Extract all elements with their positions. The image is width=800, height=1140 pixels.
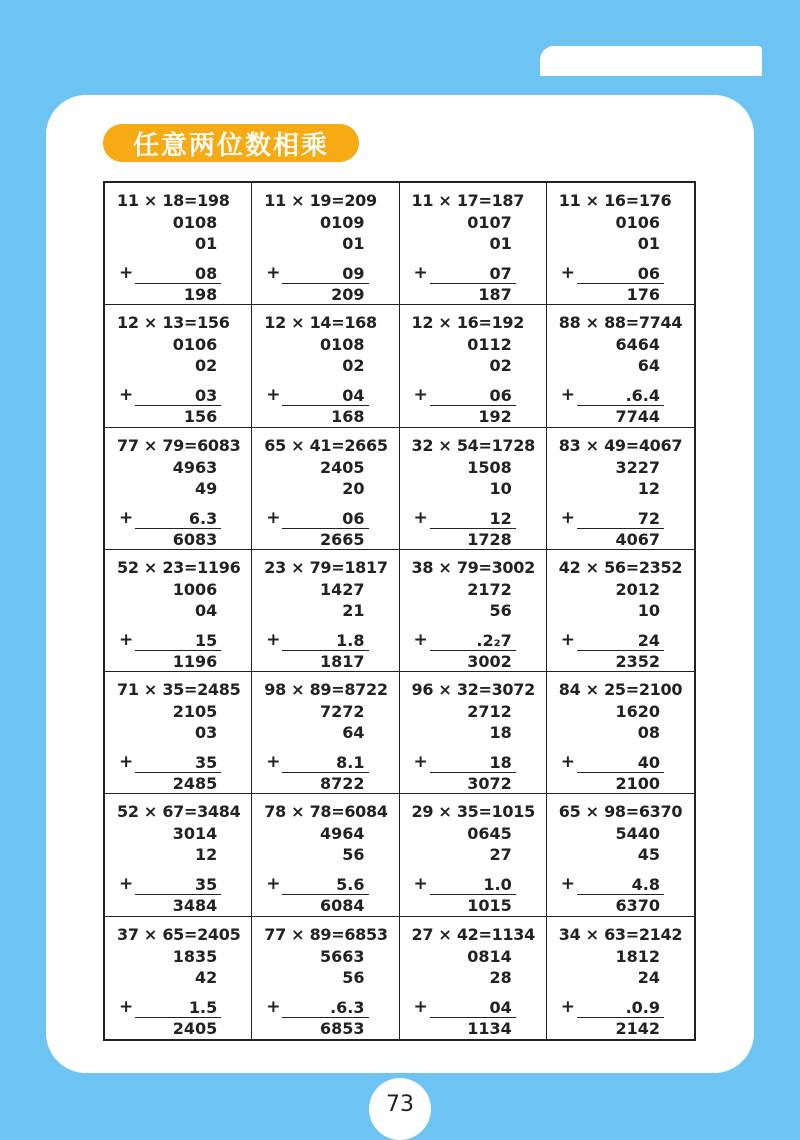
plus-sign: + — [266, 385, 281, 406]
equation-line: 11 × 18=198 — [117, 191, 230, 210]
partial-product-3: 40 — [637, 753, 660, 773]
sum-line — [135, 650, 221, 651]
result-value: 6853 — [319, 1018, 365, 1038]
problem-cell — [252, 428, 399, 550]
partial-product-2: 01 — [342, 234, 365, 253]
problem-cell — [547, 917, 694, 1039]
sum-line — [282, 894, 368, 895]
problem-cell — [105, 794, 252, 916]
equation-line: 77 × 79=6083 — [117, 435, 241, 455]
result-value: 6370 — [615, 896, 660, 916]
partial-product-1: 3014 — [172, 824, 218, 844]
problem-cell — [105, 672, 252, 794]
section-title: 任意两位数相乘 — [103, 124, 359, 162]
result-value: 2485 — [172, 774, 218, 794]
problem-cell — [547, 794, 694, 916]
partial-product-1: 5663 — [319, 946, 365, 966]
sum-line — [577, 1017, 664, 1018]
partial-product-2: 12 — [194, 845, 218, 865]
partial-product-3: 06 — [342, 508, 365, 528]
partial-product-3: 04 — [342, 386, 365, 406]
problem-cell — [400, 183, 547, 305]
sum-line — [430, 283, 516, 284]
result-value: 8722 — [319, 774, 365, 794]
partial-product-1: 0109 — [319, 213, 365, 232]
result-value: 6083 — [172, 529, 218, 549]
sum-line — [282, 405, 368, 406]
problem-cell — [252, 794, 399, 916]
plus-sign: + — [266, 507, 281, 528]
partial-product-2: 27 — [489, 845, 512, 865]
result-value: 2405 — [172, 1018, 218, 1038]
equation-line: 38 × 79=3002 — [411, 557, 535, 577]
plus-sign: + — [119, 996, 134, 1017]
sum-line — [577, 405, 664, 406]
partial-product-3: 04 — [489, 997, 512, 1017]
partial-product-1: 1508 — [467, 457, 512, 477]
partial-product-2: 18 — [489, 723, 512, 743]
problem-cell — [252, 305, 399, 427]
sum-line — [430, 894, 516, 895]
partial-product-2: 02 — [342, 356, 365, 376]
partial-product-3: 5.6 — [336, 875, 365, 895]
equation-line: 71 × 35=2485 — [117, 680, 241, 700]
plus-sign: + — [413, 385, 428, 406]
result-value: 1196 — [172, 651, 218, 671]
partial-product-1: 0106 — [615, 213, 660, 232]
equation-line: 12 × 16=192 — [411, 313, 525, 333]
result-value: 209 — [331, 285, 365, 304]
result-value: 4067 — [615, 529, 660, 549]
partial-product-2: 12 — [637, 478, 660, 498]
problem-cell — [547, 183, 694, 305]
top-tab-decoration — [540, 46, 762, 76]
result-value: 6084 — [319, 896, 365, 916]
partial-product-1: 0645 — [467, 824, 512, 844]
partial-product-2: 42 — [194, 967, 218, 987]
plus-sign: + — [413, 752, 428, 773]
partial-product-3: 06 — [489, 386, 512, 406]
plus-sign: + — [560, 507, 575, 528]
equation-line: 34 × 63=2142 — [558, 924, 683, 944]
problem-cell — [547, 550, 694, 672]
result-value: 168 — [331, 407, 365, 427]
problem-grid — [103, 181, 696, 1041]
partial-product-1: 2172 — [467, 579, 512, 599]
partial-product-1: 7272 — [319, 702, 365, 722]
equation-line: 78 × 78=6084 — [264, 802, 388, 822]
partial-product-1: 1006 — [172, 579, 218, 599]
plus-sign: + — [413, 507, 428, 528]
sum-line — [430, 650, 516, 651]
partial-product-3: 1.8 — [336, 630, 365, 650]
result-value: 2100 — [615, 774, 660, 794]
partial-product-2: 56 — [489, 600, 512, 620]
problem-cell — [547, 305, 694, 427]
plus-sign: + — [413, 874, 428, 895]
result-value: 3484 — [172, 896, 218, 916]
plus-sign: + — [560, 263, 575, 283]
plus-sign: + — [266, 874, 281, 895]
result-value: 7744 — [615, 407, 660, 427]
plus-sign: + — [560, 629, 575, 650]
result-value: 187 — [478, 285, 512, 304]
partial-product-2: 64 — [342, 723, 365, 743]
partial-product-3: 03 — [194, 386, 218, 406]
sum-line — [135, 894, 221, 895]
partial-product-1: 0108 — [172, 213, 218, 232]
equation-line: 12 × 13=156 — [117, 313, 230, 333]
partial-product-1: 6464 — [615, 335, 660, 355]
partial-product-3: .6.4 — [625, 386, 660, 406]
plus-sign: + — [119, 752, 134, 773]
partial-product-2: 02 — [194, 356, 218, 376]
equation-line: 84 × 25=2100 — [558, 680, 683, 700]
sum-line — [135, 405, 221, 406]
plus-sign: + — [119, 629, 134, 650]
partial-product-2: 03 — [194, 723, 218, 743]
partial-product-3: 06 — [637, 264, 660, 283]
equation-line: 11 × 17=187 — [411, 191, 525, 210]
problem-cell — [400, 672, 547, 794]
sum-line — [430, 1017, 516, 1018]
result-value: 2142 — [615, 1018, 660, 1038]
partial-product-1: 1835 — [172, 946, 218, 966]
plus-sign: + — [119, 385, 134, 406]
sum-line — [282, 1017, 368, 1018]
partial-product-1: 0108 — [319, 335, 365, 355]
partial-product-3: 35 — [194, 753, 218, 773]
plus-sign: + — [413, 263, 428, 283]
problem-cell — [400, 305, 547, 427]
result-value: 1817 — [319, 651, 365, 671]
partial-product-2: 01 — [489, 234, 512, 253]
equation-line: 32 × 54=1728 — [411, 435, 535, 455]
result-value: 1015 — [467, 896, 512, 916]
partial-product-3: 8.1 — [336, 753, 365, 773]
result-value: 198 — [183, 285, 218, 304]
result-value: 1134 — [467, 1018, 512, 1038]
partial-product-2: 64 — [637, 356, 660, 376]
sum-line — [430, 405, 516, 406]
problem-cell — [400, 550, 547, 672]
partial-product-1: 4964 — [319, 824, 365, 844]
partial-product-2: 10 — [489, 478, 512, 498]
sum-line — [135, 1017, 221, 1018]
partial-product-3: .6.3 — [330, 997, 365, 1017]
partial-product-2: 08 — [637, 723, 660, 743]
equation-line: 65 × 98=6370 — [558, 802, 683, 822]
problem-cell — [252, 550, 399, 672]
problem-cell — [252, 917, 399, 1039]
equation-line: 42 × 56=2352 — [558, 557, 683, 577]
partial-product-1: 2712 — [467, 702, 512, 722]
plus-sign: + — [119, 874, 134, 895]
partial-product-1: 0106 — [172, 335, 218, 355]
partial-product-1: 1427 — [319, 579, 365, 599]
partial-product-3: 1.0 — [483, 875, 512, 895]
problem-cell — [252, 183, 399, 305]
equation-line: 65 × 41=2665 — [264, 435, 388, 455]
sum-line — [577, 283, 664, 284]
partial-product-1: 5440 — [615, 824, 660, 844]
partial-product-2: 01 — [194, 234, 218, 253]
problem-cell — [547, 672, 694, 794]
partial-product-2: 02 — [489, 356, 512, 376]
equation-line: 98 × 89=8722 — [264, 680, 388, 700]
sum-line — [282, 528, 368, 529]
partial-product-3: 08 — [194, 264, 218, 283]
partial-product-3: 4.8 — [631, 875, 660, 895]
equation-line: 11 × 16=176 — [558, 191, 672, 210]
result-value: 1728 — [467, 529, 512, 549]
partial-product-3: .2₂7 — [476, 630, 512, 650]
page-number: 73 — [369, 1078, 431, 1140]
partial-product-3: 18 — [489, 753, 512, 773]
partial-product-2: 01 — [637, 234, 660, 253]
partial-product-1: 0107 — [467, 213, 512, 232]
plus-sign: + — [119, 507, 134, 528]
partial-product-1: 1620 — [615, 702, 660, 722]
partial-product-2: 24 — [637, 967, 660, 987]
partial-product-1: 4963 — [172, 457, 218, 477]
plus-sign: + — [560, 385, 575, 406]
problem-cell — [105, 917, 252, 1039]
result-value: 2665 — [319, 529, 365, 549]
problem-cell — [547, 428, 694, 550]
plus-sign: + — [266, 752, 281, 773]
plus-sign: + — [266, 996, 281, 1017]
problem-cell — [105, 305, 252, 427]
partial-product-3: .0.9 — [625, 997, 660, 1017]
equation-line: 88 × 88=7744 — [558, 313, 683, 333]
partial-product-3: 1.5 — [188, 997, 218, 1017]
partial-product-2: 04 — [194, 600, 218, 620]
equation-line: 52 × 67=3484 — [117, 802, 241, 822]
equation-line: 77 × 89=6853 — [264, 924, 388, 944]
equation-line: 11 × 19=209 — [264, 191, 377, 210]
partial-product-1: 3227 — [615, 457, 660, 477]
partial-product-3: 72 — [637, 508, 660, 528]
sum-line — [282, 772, 368, 773]
sum-line — [577, 528, 664, 529]
partial-product-1: 0814 — [467, 946, 512, 966]
result-value: 2352 — [615, 651, 660, 671]
plus-sign: + — [560, 874, 575, 895]
sum-line — [430, 528, 516, 529]
problem-cell — [400, 428, 547, 550]
plus-sign: + — [413, 996, 428, 1017]
plus-sign: + — [266, 263, 281, 283]
result-value: 3072 — [467, 774, 512, 794]
problem-cell — [105, 550, 252, 672]
problem-cell — [252, 672, 399, 794]
partial-product-1: 2405 — [319, 457, 365, 477]
partial-product-2: 21 — [342, 600, 365, 620]
equation-line: 96 × 32=3072 — [411, 680, 535, 700]
problem-cell — [400, 794, 547, 916]
problem-cell — [105, 183, 252, 305]
partial-product-3: 07 — [489, 264, 512, 283]
sum-line — [282, 283, 368, 284]
equation-line: 12 × 14=168 — [264, 313, 377, 333]
partial-product-2: 56 — [342, 967, 365, 987]
plus-sign: + — [560, 752, 575, 773]
partial-product-3: 09 — [342, 264, 365, 283]
partial-product-2: 28 — [489, 967, 512, 987]
sum-line — [135, 772, 221, 773]
sum-line — [577, 894, 664, 895]
sum-line — [577, 772, 664, 773]
sum-line — [135, 528, 221, 529]
plus-sign: + — [413, 629, 428, 650]
problem-cell — [400, 917, 547, 1039]
partial-product-2: 45 — [637, 845, 660, 865]
equation-line: 23 × 79=1817 — [264, 557, 388, 577]
sum-line — [430, 772, 516, 773]
sum-line — [282, 650, 368, 651]
partial-product-3: 24 — [637, 630, 660, 650]
partial-product-1: 2105 — [172, 702, 218, 722]
result-value: 176 — [626, 285, 660, 304]
partial-product-2: 49 — [194, 478, 218, 498]
equation-line: 27 × 42=1134 — [411, 924, 535, 944]
equation-line: 83 × 49=4067 — [558, 435, 683, 455]
partial-product-3: 6.3 — [188, 508, 218, 528]
plus-sign: + — [560, 996, 575, 1017]
partial-product-3: 35 — [194, 875, 218, 895]
partial-product-2: 56 — [342, 845, 365, 865]
equation-line: 52 × 23=1196 — [117, 557, 241, 577]
result-value: 192 — [478, 407, 512, 427]
equation-line: 29 × 35=1015 — [411, 802, 535, 822]
partial-product-1: 0112 — [467, 335, 512, 355]
partial-product-3: 15 — [194, 630, 218, 650]
sum-line — [577, 650, 664, 651]
partial-product-1: 1812 — [615, 946, 660, 966]
plus-sign: + — [119, 263, 134, 283]
result-value: 156 — [183, 407, 218, 427]
problem-cell — [105, 428, 252, 550]
result-value: 3002 — [467, 651, 512, 671]
equation-line: 37 × 65=2405 — [117, 924, 241, 944]
partial-product-2: 10 — [637, 600, 660, 620]
partial-product-1: 2012 — [615, 579, 660, 599]
partial-product-3: 12 — [489, 508, 512, 528]
plus-sign: + — [266, 629, 281, 650]
sum-line — [135, 283, 221, 284]
partial-product-2: 20 — [342, 478, 365, 498]
